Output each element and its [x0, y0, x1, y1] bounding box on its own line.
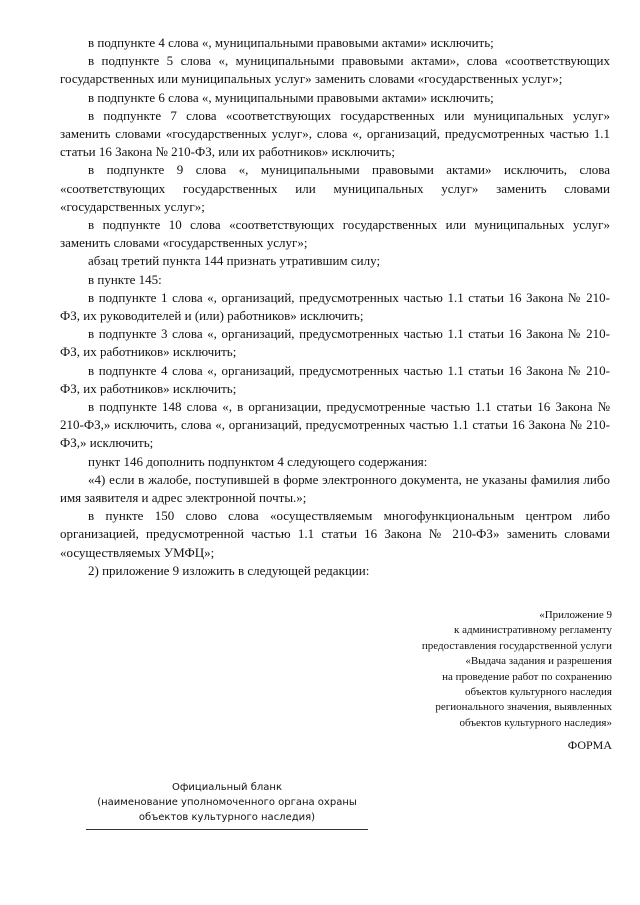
signature-line — [86, 829, 368, 830]
official-blank-caption: (наименование уполномоченного органа охраны — [97, 797, 357, 808]
amendments-text — [60, 34, 610, 580]
paragraph: в пункте 150 слово слова «осуществляемым многофункциональным центром либо организацией, предусмотренной частью 1.1 статьи 16 Закона № 210-ФЗ» заменить словами «осуществляемых УМФЦ»; — [60, 508, 610, 560]
paragraph: в подпункте 10 слова «соответствующих государственных или муниципальных услуг» заменить словами «государственных услуг»; — [60, 217, 610, 251]
paragraph: в подпункте 7 слова «соответствующих государственных или муниципальных услуг» заменить словами «государственных услуг», слова «, организаций, предусмотренных частью 1.1 статьи 16 Закона № 210-ФЗ, или их работников» исключить; — [60, 107, 610, 160]
paragraph: в подпункте 5 слова «, муниципальными правовыми актами», слова «соответствующих государственных или муниципальных услуг» заменить словами «государственных услуг»; — [60, 53, 610, 87]
form-label: ФОРМА — [567, 738, 612, 752]
appendix-header-line: к административному регламенту — [454, 624, 612, 637]
appendix-header-line: объектов культурного наследия — [465, 686, 612, 699]
appendix-header-line: объектов культурного наследия» — [459, 716, 612, 729]
appendix-header-line: «Приложение 9 — [539, 609, 612, 621]
paragraph: в подпункте 9 слова «, муниципальными правовыми актами» исключить, слова «соответствующих государственных или муниципальных услуг» заменить словами «государственных услуг»; — [60, 162, 610, 214]
paragraph: «4) если в жалобе, поступившей в форме электронного документа, не указаны фамилия либо имя заявителя и адрес электронной почты.»; — [60, 471, 610, 506]
appendix-header-line: «Выдача задания и разрешения — [465, 655, 612, 668]
appendix-header-line: регионального значения, выявленных — [435, 701, 612, 714]
paragraph: в подпункте 6 слова «, муниципальными правовыми актами» исключить; — [88, 89, 494, 105]
appendix-header-line: предоставления государственной услуги — [421, 639, 612, 652]
paragraph: в подпункте 1 слова «, организаций, предусмотренных частью 1.1 статьи 16 Закона № 210-ФЗ, их руководителей и (или) работников» исключить; — [60, 289, 610, 324]
appendix-header — [312, 608, 612, 731]
paragraph: в пункте 145: — [88, 271, 162, 287]
official-blank-title: Официальный бланк — [171, 782, 282, 793]
official-blank-caption: объектов культурного наследия) — [138, 812, 316, 823]
paragraph: 2) приложение 9 изложить в следующей редакции: — [88, 562, 370, 578]
paragraph: в подпункте 4 слова «, муниципальными правовыми актами» исключить; — [88, 35, 494, 50]
paragraph: в подпункте 4 слова «, организаций, предусмотренных частью 1.1 статьи 16 Закона № 210-ФЗ, их работников» исключить; — [60, 362, 610, 396]
paragraph: в подпункте 148 слова «, в организации, предусмотренные частью 1.1 статьи 16 Закона № 210-ФЗ,» исключить, слова «, организаций, предусмотренных частью 1.1 статьи 16 Закона № 210-ФЗ,» исключить; — [60, 399, 610, 451]
paragraph: абзац третий пункта 144 признать утратившим силу; — [88, 253, 381, 269]
appendix-header-line: на проведение работ по сохранению — [442, 670, 612, 683]
official-blank — [86, 780, 368, 825]
paragraph: в подпункте 3 слова «, организаций, предусмотренных частью 1.1 статьи 16 Закона № 210-ФЗ, их работников» исключить; — [60, 326, 610, 360]
paragraph: пункт 146 дополнить подпунктом 4 следующего содержания: — [88, 453, 428, 469]
